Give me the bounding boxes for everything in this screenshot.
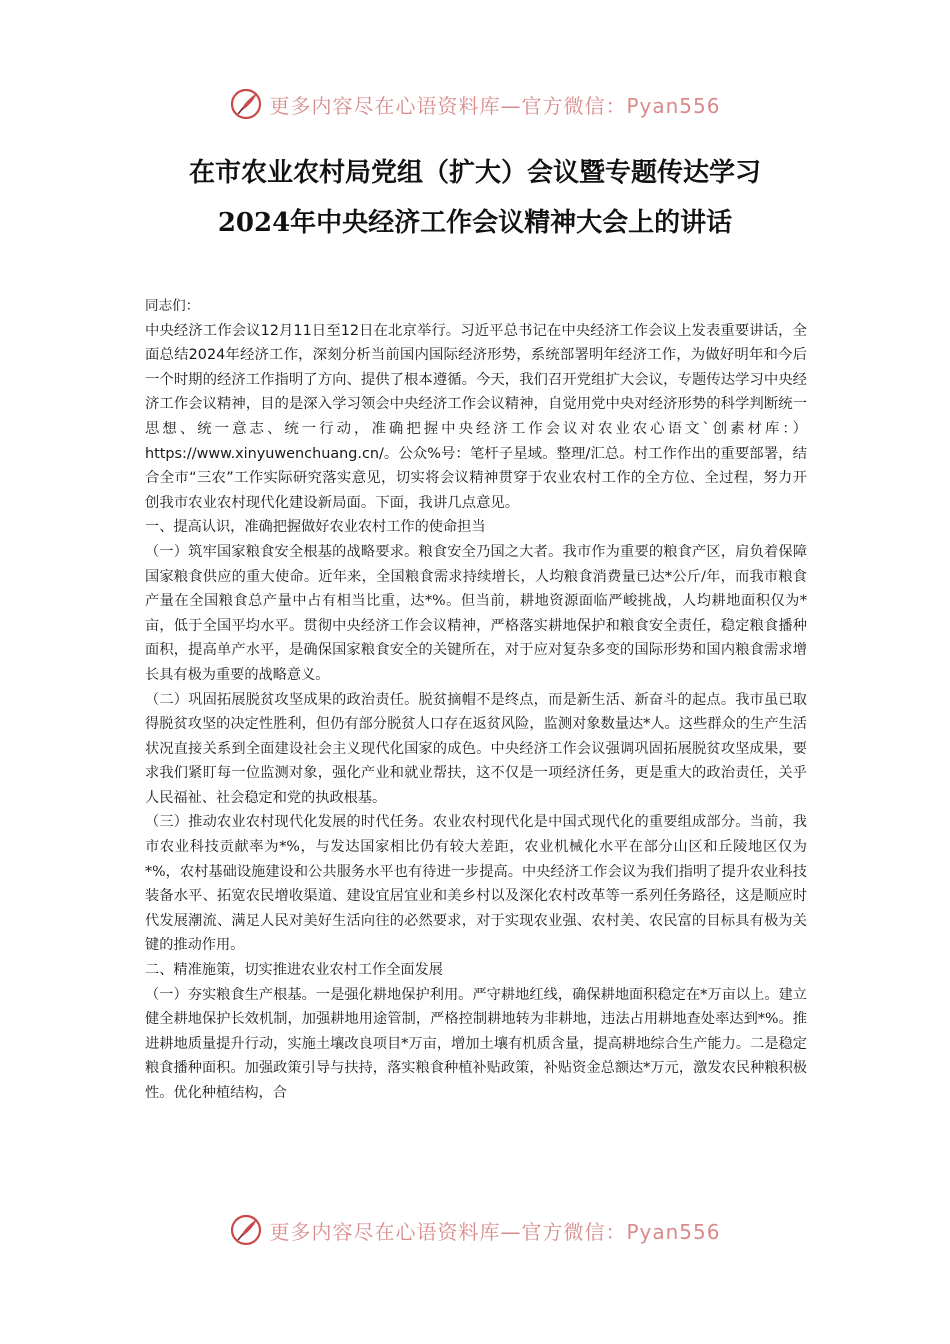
greeting: 同志们： <box>145 298 200 314</box>
paragraph-1: （一）筑牢国家粮食安全根基的战略要求。粮食安全乃国之大者。我市作为重要的粮食产区，肩负着保障国家粮食供应的重大使命。近年来，全国粮食需求持续增长，人均粮食消费量已达*公斤/年，而我市粮食产量在全国粮食总产量中占有相当比重，达*%。但当前，耕地资源面临严峻挑战，人均耕地面积仅为*亩，低于全国平均水平。贯彻中央经济工作会议精神，严格落实耕地保护和粮食安全责任，稳定粮食播种面积，提高单产水平，是确保国家粮食安全的关键所在，对于应对复杂多变的国际形势和国内粮食需求增长具有极为重要的战略意义。 <box>145 543 807 683</box>
quill-logo-icon <box>229 87 263 121</box>
paragraph-2: （二）巩固拓展脱贫攻坚成果的政治责任。脱贫摘帽不是终点，而是新生活、新奋斗的起点。我市虽已取得脱贫攻坚的决定性胜利，但仍有部分脱贫人口存在返贫风险，监测对象数量达*人。这些群众的生产生活状况直接关系到全面建设社会主义现代化国家的成色。中央经济工作会议强调巩固拓展脱贫攻坚成果，要求我们紧盯每一位监测对象，强化产业和就业帮扶，这不仅是一项经济任务，更是重大的政治责任，关乎人民福祉、社会稳定和党的执政根基。 <box>145 691 807 806</box>
watermark-text: 更多内容尽在心语资料库—官方微信：Pyan556 <box>269 93 721 118</box>
paragraph-4: （一）夯实粮食生产根基。一是强化耕地保护利用。严守耕地红线，确保耕地面积稳定在*万亩以上。建立健全耕地保护长效机制，加强耕地用途管制，严格控制耕地转为非耕地，违法占用耕地查处率达到*%。推进耕地质量提升行动，实施土壤改良项目*万亩，增加土壤有机质含量，提高耕地综合生产能力。二是稳定粮食播种面积。加强政策引导与扶持，落实粮食种植补贴政策，补贴资金总额达*万元，激发农民种粮积极性。优化种植结构，合 <box>145 986 807 1101</box>
page-title <box>60 148 890 248</box>
intro-paragraph: 中央经济工作会议12月11日至12日在北京举行。习近平总书记在中央经济工作会议上发表重要讲话，全面总结2024年经济工作，深刻分析当前国内国际经济形势，系统部署明年经济工作，为做好明年和今后一个时期的经济工作指明了方向、提供了根本遵循。今天，我们召开党组扩大会议，专题传达学习中央经济工作会议精神，目的是深入学习领会中央经济工作会议精神，自觉用党中央对经济形势的科学判断统一思想、统一意志、统一行动，准确把握中央经济工作会议对农业农心语文`创素材库：）https://www.xinyuwenchuang.cn/。公众%号：笔杆子星域。整理/汇总。村工作作出的重要部署，结合全市“三农”工作实际研究落实意见，切实将会议精神贯穿于农业农村工作的全方位、全过程，努力开创我市农业农村现代化建设新局面。下面，我讲几点意见。 <box>145 322 807 511</box>
section-heading-2: 二、精准施策，切实推进农业农村工作全面发展 <box>145 962 443 979</box>
watermark-header <box>0 84 950 124</box>
title-line-1: 在市农业农村局党组（扩大）会议暨专题传达学习 <box>188 158 761 188</box>
watermark-footer <box>0 1210 950 1250</box>
watermark-text: 更多内容尽在心语资料库—官方微信：Pyan556 <box>269 1219 721 1244</box>
paragraph-3: （三）推动农业农村现代化发展的时代任务。农业农村现代化是中国式现代化的重要组成部分。当前，我市农业科技贡献率为*%，与发达国家相比仍有较大差距，农业机械化水平在部分山区和丘陵地区仅为*%，农村基础设施建设和公共服务水平也有待进一步提高。中央经济工作会议为我们指明了提升农业科技装备水平、拓宽农民增收渠道、建设宜居宜业和美乡村以及深化农村改革等一系列任务路径，这是顺应时代发展潮流、满足人民对美好生活向往的必然要求，对于实现农业强、农村美、农民富的目标具有极为关键的推动作用。 <box>145 814 807 954</box>
document-body <box>145 294 807 1106</box>
quill-logo-icon <box>229 1213 263 1247</box>
section-heading-1: 一、提高认识，准确把握做好农业农村工作的使命担当 <box>145 519 486 536</box>
title-line-2: 2024年中央经济工作会议精神大会上的讲话 <box>217 208 733 238</box>
